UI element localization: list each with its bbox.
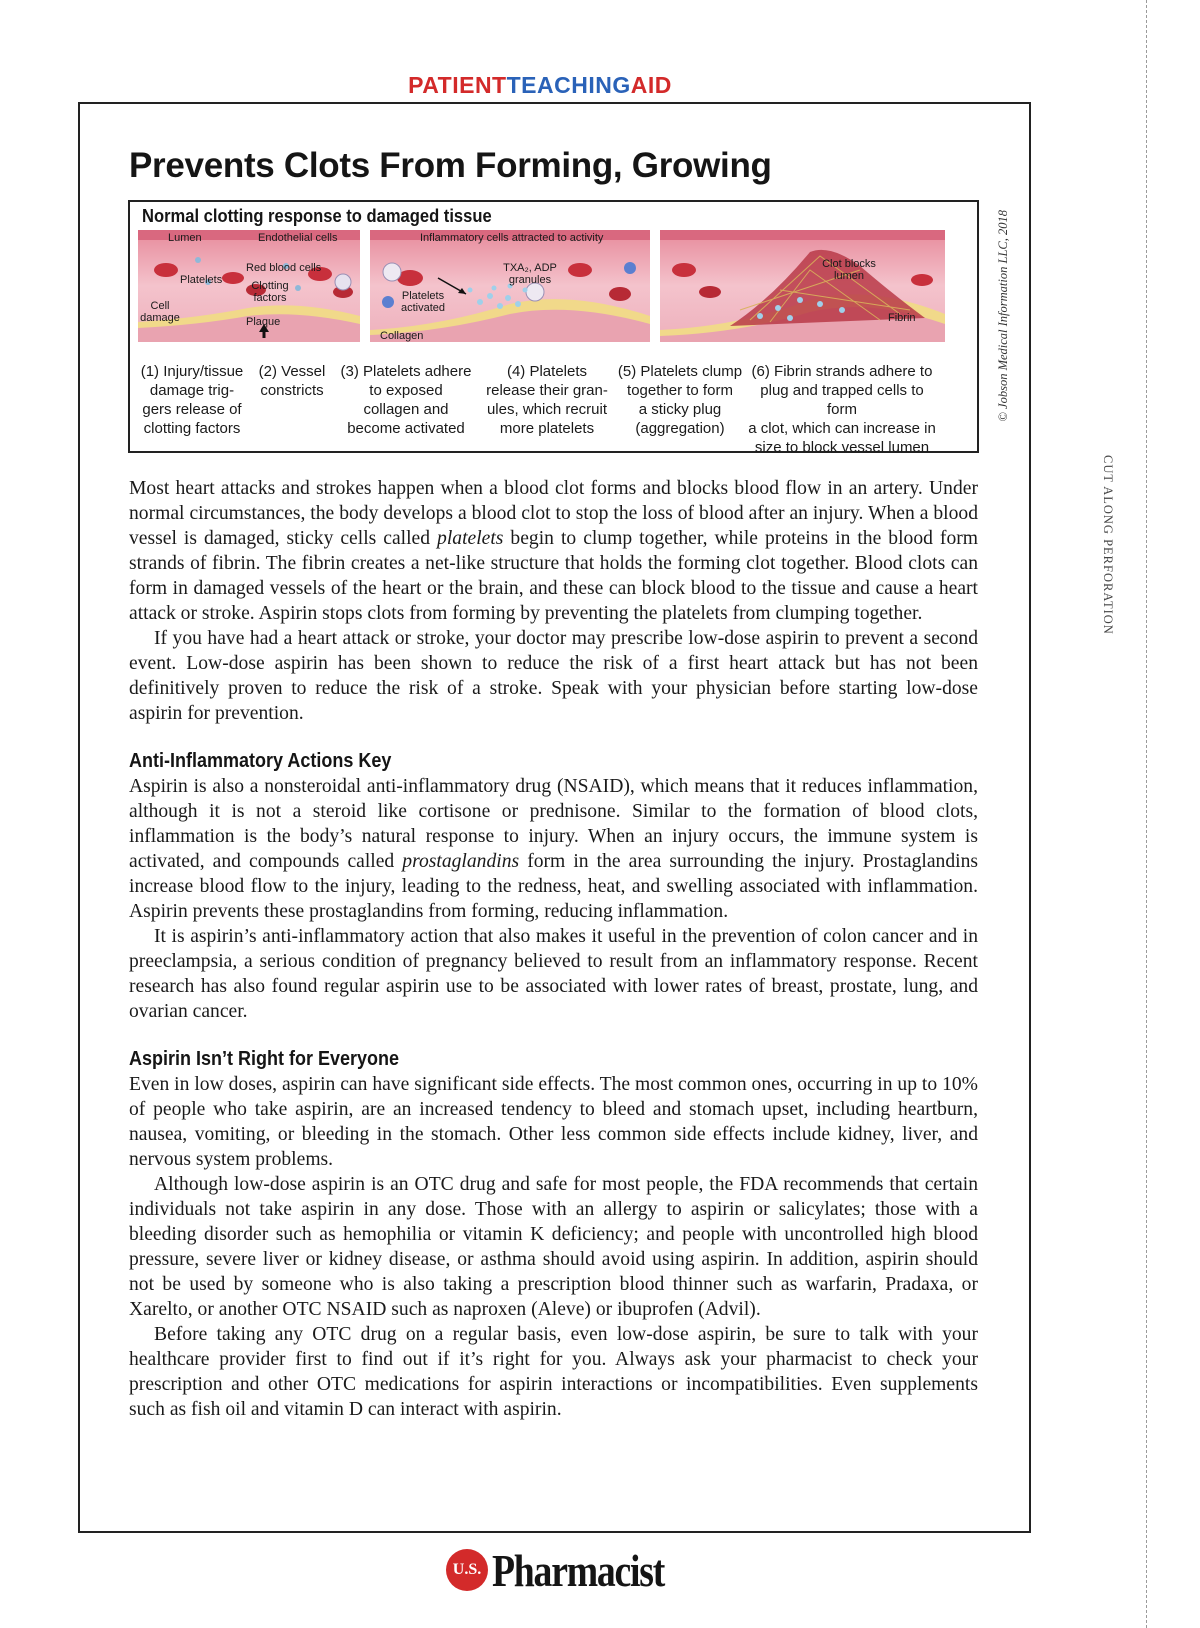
label-fibrin: Fibrin (888, 312, 916, 324)
label-plaque: Plaque (246, 316, 281, 328)
caption-step-2: (2) Vessel constricts (258, 363, 326, 399)
label-clot-blocks-lumen: Clot blocks lumen (822, 258, 876, 282)
us-pharmacist-logo (446, 1540, 702, 1600)
illustration-panel-2 (370, 230, 650, 342)
paragraph-5: Even in low doses, aspirin can have significant side effects. The most common ones, occurring in up to 10% of people who take aspirin, are an increased tendency to bleed and stomach upset, including heartburn, nausea, vomiting, or bleeding in the stomach. Other less common side effects include kidney, liver, and nervous system problems. (129, 1074, 978, 1170)
paragraph-3 (129, 774, 978, 924)
logo-badge: U.S. (446, 1549, 488, 1591)
perforation-line (1146, 0, 1147, 1628)
figure-title: Normal clotting response to damaged tissue (142, 206, 492, 226)
caption-step-3: (3) Platelets adhere to exposed collagen and become activated (340, 363, 472, 437)
term-platelets: platelets (437, 528, 504, 549)
caption-step-5: (5) Platelets clump together to form a sticky plug (aggregation) (617, 363, 743, 437)
heading-anti-inflammatory: Anti-Inflammatory Actions Key (129, 750, 392, 772)
label-collagen: Collagen (380, 330, 424, 342)
label-cell-damage: Cell damage (140, 300, 180, 324)
label-red-blood-cells: Red blood cells (246, 262, 322, 274)
label-platelets: Platelets (180, 274, 223, 286)
illustration-panel-1 (138, 230, 360, 342)
illustration-panel-3 (660, 230, 945, 342)
header-part-aid: AID (630, 72, 672, 98)
copyright-notice: © Jobson Medical Information LLC, 2018 (996, 210, 1010, 422)
label-clotting-factors: Clotting factors (251, 280, 289, 304)
label-lumen: Lumen (168, 232, 202, 244)
vessel-illustration-3 (660, 230, 945, 342)
paragraph-1 (129, 476, 978, 626)
section-header (0, 72, 1080, 99)
header-part-teaching: TEACHING (506, 72, 631, 98)
paragraph-6: Although low-dose aspirin is an OTC drug and safe for most people, the FDA recommends that certain individuals not take aspirin in any dose. Those with an allergy to aspirin or salicylates; those with a bleeding disorder such as hemophilia or vitamin K deficiency; and people with uncontrolled high blood pressure, severe liver or kidney disease, or asthma should avoid using aspirin. In addition, aspirin should not be used by someone who is also taking a prescription blood thinner such as warfarin, Pradaxa, or Xarelto, or another OTC NSAID such as naproxen (Aleve) or ibuprofen (Advil). (129, 1174, 978, 1320)
caption-step-4: (4) Platelets release their gran- ules, which recruit more platelets (486, 363, 608, 437)
label-inflammatory-cells: Inflammatory cells attracted to activity (420, 232, 604, 244)
caption-step-1: (1) Injury/tissue damage trig- gers release of clotting factors (140, 363, 244, 437)
paragraph-2: If you have had a heart attack or stroke, your doctor may prescribe low-dose aspirin to prevent a second event. Low-dose aspirin has been shown to reduce the risk of a first heart attack but has not been definitively proven to reduce the risk of a stroke. Speak with your physician before starting low-dose aspirin for prevention. (129, 628, 978, 724)
term-prostaglandins: prostaglandins (402, 851, 520, 872)
paragraph-1-part-a: Most heart attacks and strokes happen when a blood clot forms and blocks blood flow in an artery. Under normal circumstances, the body develops a blood clot to stop the loss of blood after an injury. When a blood vessel is damaged, sticky cells called (129, 478, 978, 549)
paragraph-1-part-b: begin to clump together, while proteins in the blood form strands of fibrin. The fibrin creates a net-like structure that holds the forming clot together. Blood clots can form in damaged vessels of the heart or the brain, and these can block blood to the tissue and cause a heart attack or stroke. Aspirin stops clots from forming by preventing the platelets from clumping together. (129, 528, 979, 624)
header-part-patient: PATIENT (408, 72, 507, 98)
vessel-illustration-2 (370, 230, 650, 342)
paragraph-3-part-a: Aspirin is also a nonsteroidal anti-inflammatory drug (NSAID), which means that it reduces inflammation, although it is not a steroid like cortisone or prednisone. Similar to the formation of blood clots, inflammation is the body’s natural response to injury. When an injury occurs, the immune system is activated, and compounds called (129, 776, 978, 872)
page-title: Prevents Clots From Forming, Growing (129, 146, 772, 185)
label-endothelial-cells: Endothelial cells (258, 232, 338, 244)
cut-along-perforation-label: CUT ALONG PERFORATION (1101, 455, 1115, 635)
heading-not-for-everyone: Aspirin Isn’t Right for Everyone (129, 1048, 400, 1070)
label-platelets-activated: Platelets activated (400, 290, 446, 314)
label-txa-adp-granules: TXA₂, ADP granules (503, 262, 557, 286)
paragraph-4: It is aspirin’s anti-inflammatory action that also makes it useful in the prevention of colon cancer and in preeclampsia, a serious condition of pregnancy believed to result from an inflammatory response. Recent research has also found regular aspirin use to be associated with lower rates of breast, prostate, lung, and ovarian cancer. (129, 926, 978, 1022)
paragraph-7: Before taking any OTC drug on a regular basis, even low-dose aspirin, be sure to talk with your healthcare provider first to find out if it’s right for you. Always ask your pharmacist to check your prescription and other OTC medications for aspirin interactions or incompatibilities. Even supplements such as fish oil and vitamin D can interact with aspirin. (129, 1324, 978, 1420)
clotting-figure (128, 200, 979, 456)
caption-step-6: (6) Fibrin strands adhere to plug and trapped cells to form a clot, which can increase in size to block vessel lumen (748, 363, 936, 456)
logo-wordmark: Pharmacist (492, 1544, 665, 1596)
article-body (129, 476, 978, 1422)
paragraph-3-part-b: form in the area surrounding the injury. Prostaglandins increase blood flow to the injury, leading to the redness, heat, and swelling associated with inflammation. Aspirin prevents these prostaglandins from forming, reducing inflammation. (129, 851, 978, 922)
